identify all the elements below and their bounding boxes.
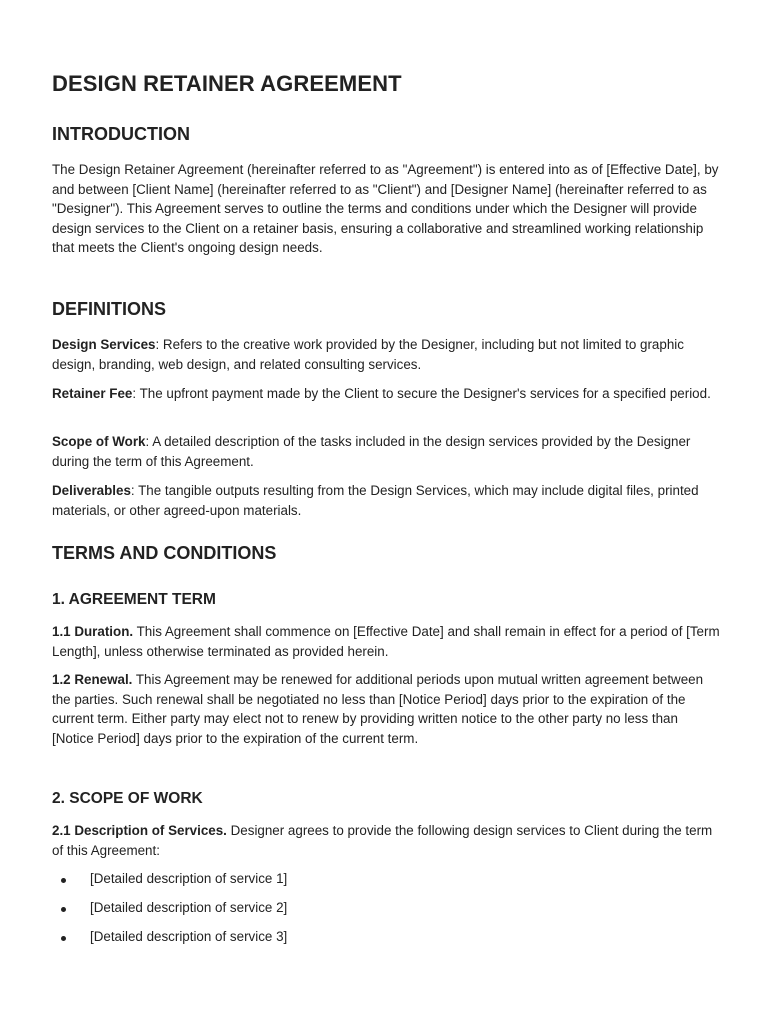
clause-renewal	[52, 670, 722, 748]
bullet-icon	[61, 878, 66, 883]
clause-text: This Agreement shall commence on [Effective Date] and shall remain in effect for a period of [Term Length], unless otherwise terminated as provided herein.	[52, 624, 720, 659]
definition-term: Deliverables	[52, 483, 131, 498]
scope-of-work-heading: 2. SCOPE OF WORK	[52, 790, 203, 807]
definition-term: Retainer Fee	[52, 386, 133, 401]
definition-retainer-fee	[52, 384, 722, 404]
introduction-paragraph: The Design Retainer Agreement (hereinafter referred to as "Agreement") is entered into as of [Effective Date], by and between [Client Name] (hereinafter referred to as "Client") and [Designer Name] (hereinafter referred to as "Designer"). This Agreement serves to outline the terms and conditions under which the Designer will provide design services to the Client on a retainer basis, ensuring a collaborative and streamlined working relationship that meets the Client's ongoing design needs.	[52, 162, 719, 256]
bullet-icon	[61, 936, 66, 941]
definition-term: Scope of Work	[52, 434, 146, 449]
definitions-heading: DEFINITIONS	[52, 299, 167, 319]
terms-and-conditions-heading: TERMS AND CONDITIONS	[52, 543, 277, 563]
service-text: [Detailed description of service 1]	[90, 871, 288, 886]
clause-text: This Agreement may be renewed for additional periods upon mutual written agreement between the parties. Such renewal shall be negotiated no less than [Notice Period] days prior to the expiration of the current term. Either party may elect not to renew by providing written notice to the other party no less than [Notice Period] days prior to the expiration of the current term.	[52, 672, 704, 746]
definition-scope-of-work	[52, 432, 722, 471]
definition-term: Design Services	[52, 337, 156, 352]
service-text: [Detailed description of service 3]	[90, 929, 288, 944]
definition-text: : The tangible outputs resulting from the Design Services, which may include digital files, printed materials, or other agreed-upon materials.	[52, 483, 699, 518]
definition-text: : Refers to the creative work provided by the Designer, including but not limited to graphic design, branding, web design, and related consulting services.	[52, 337, 684, 372]
bullet-icon	[61, 907, 66, 912]
document-title: DESIGN RETAINER AGREEMENT	[52, 71, 402, 96]
clause-description-of-services	[52, 821, 722, 860]
clause-text: Designer agrees to provide the following design services to Client during the term of this Agreement:	[52, 823, 713, 858]
clause-label: 1.1 Duration.	[52, 624, 134, 639]
definition-text: : A detailed description of the tasks included in the design services provided by the Designer during the term of this Agreement.	[52, 434, 691, 469]
clause-label: 2.1 Description of Services.	[52, 823, 227, 838]
service-text: [Detailed description of service 2]	[90, 900, 288, 915]
clause-duration	[52, 622, 722, 661]
definition-text: : The upfront payment made by the Client to secure the Designer's services for a specified period.	[132, 386, 711, 401]
agreement-term-heading: 1. AGREEMENT TERM	[52, 591, 216, 608]
definition-design-services	[52, 335, 722, 374]
definition-deliverables	[52, 481, 722, 520]
clause-label: 1.2 Renewal.	[52, 672, 133, 687]
introduction-heading: INTRODUCTION	[52, 124, 190, 144]
